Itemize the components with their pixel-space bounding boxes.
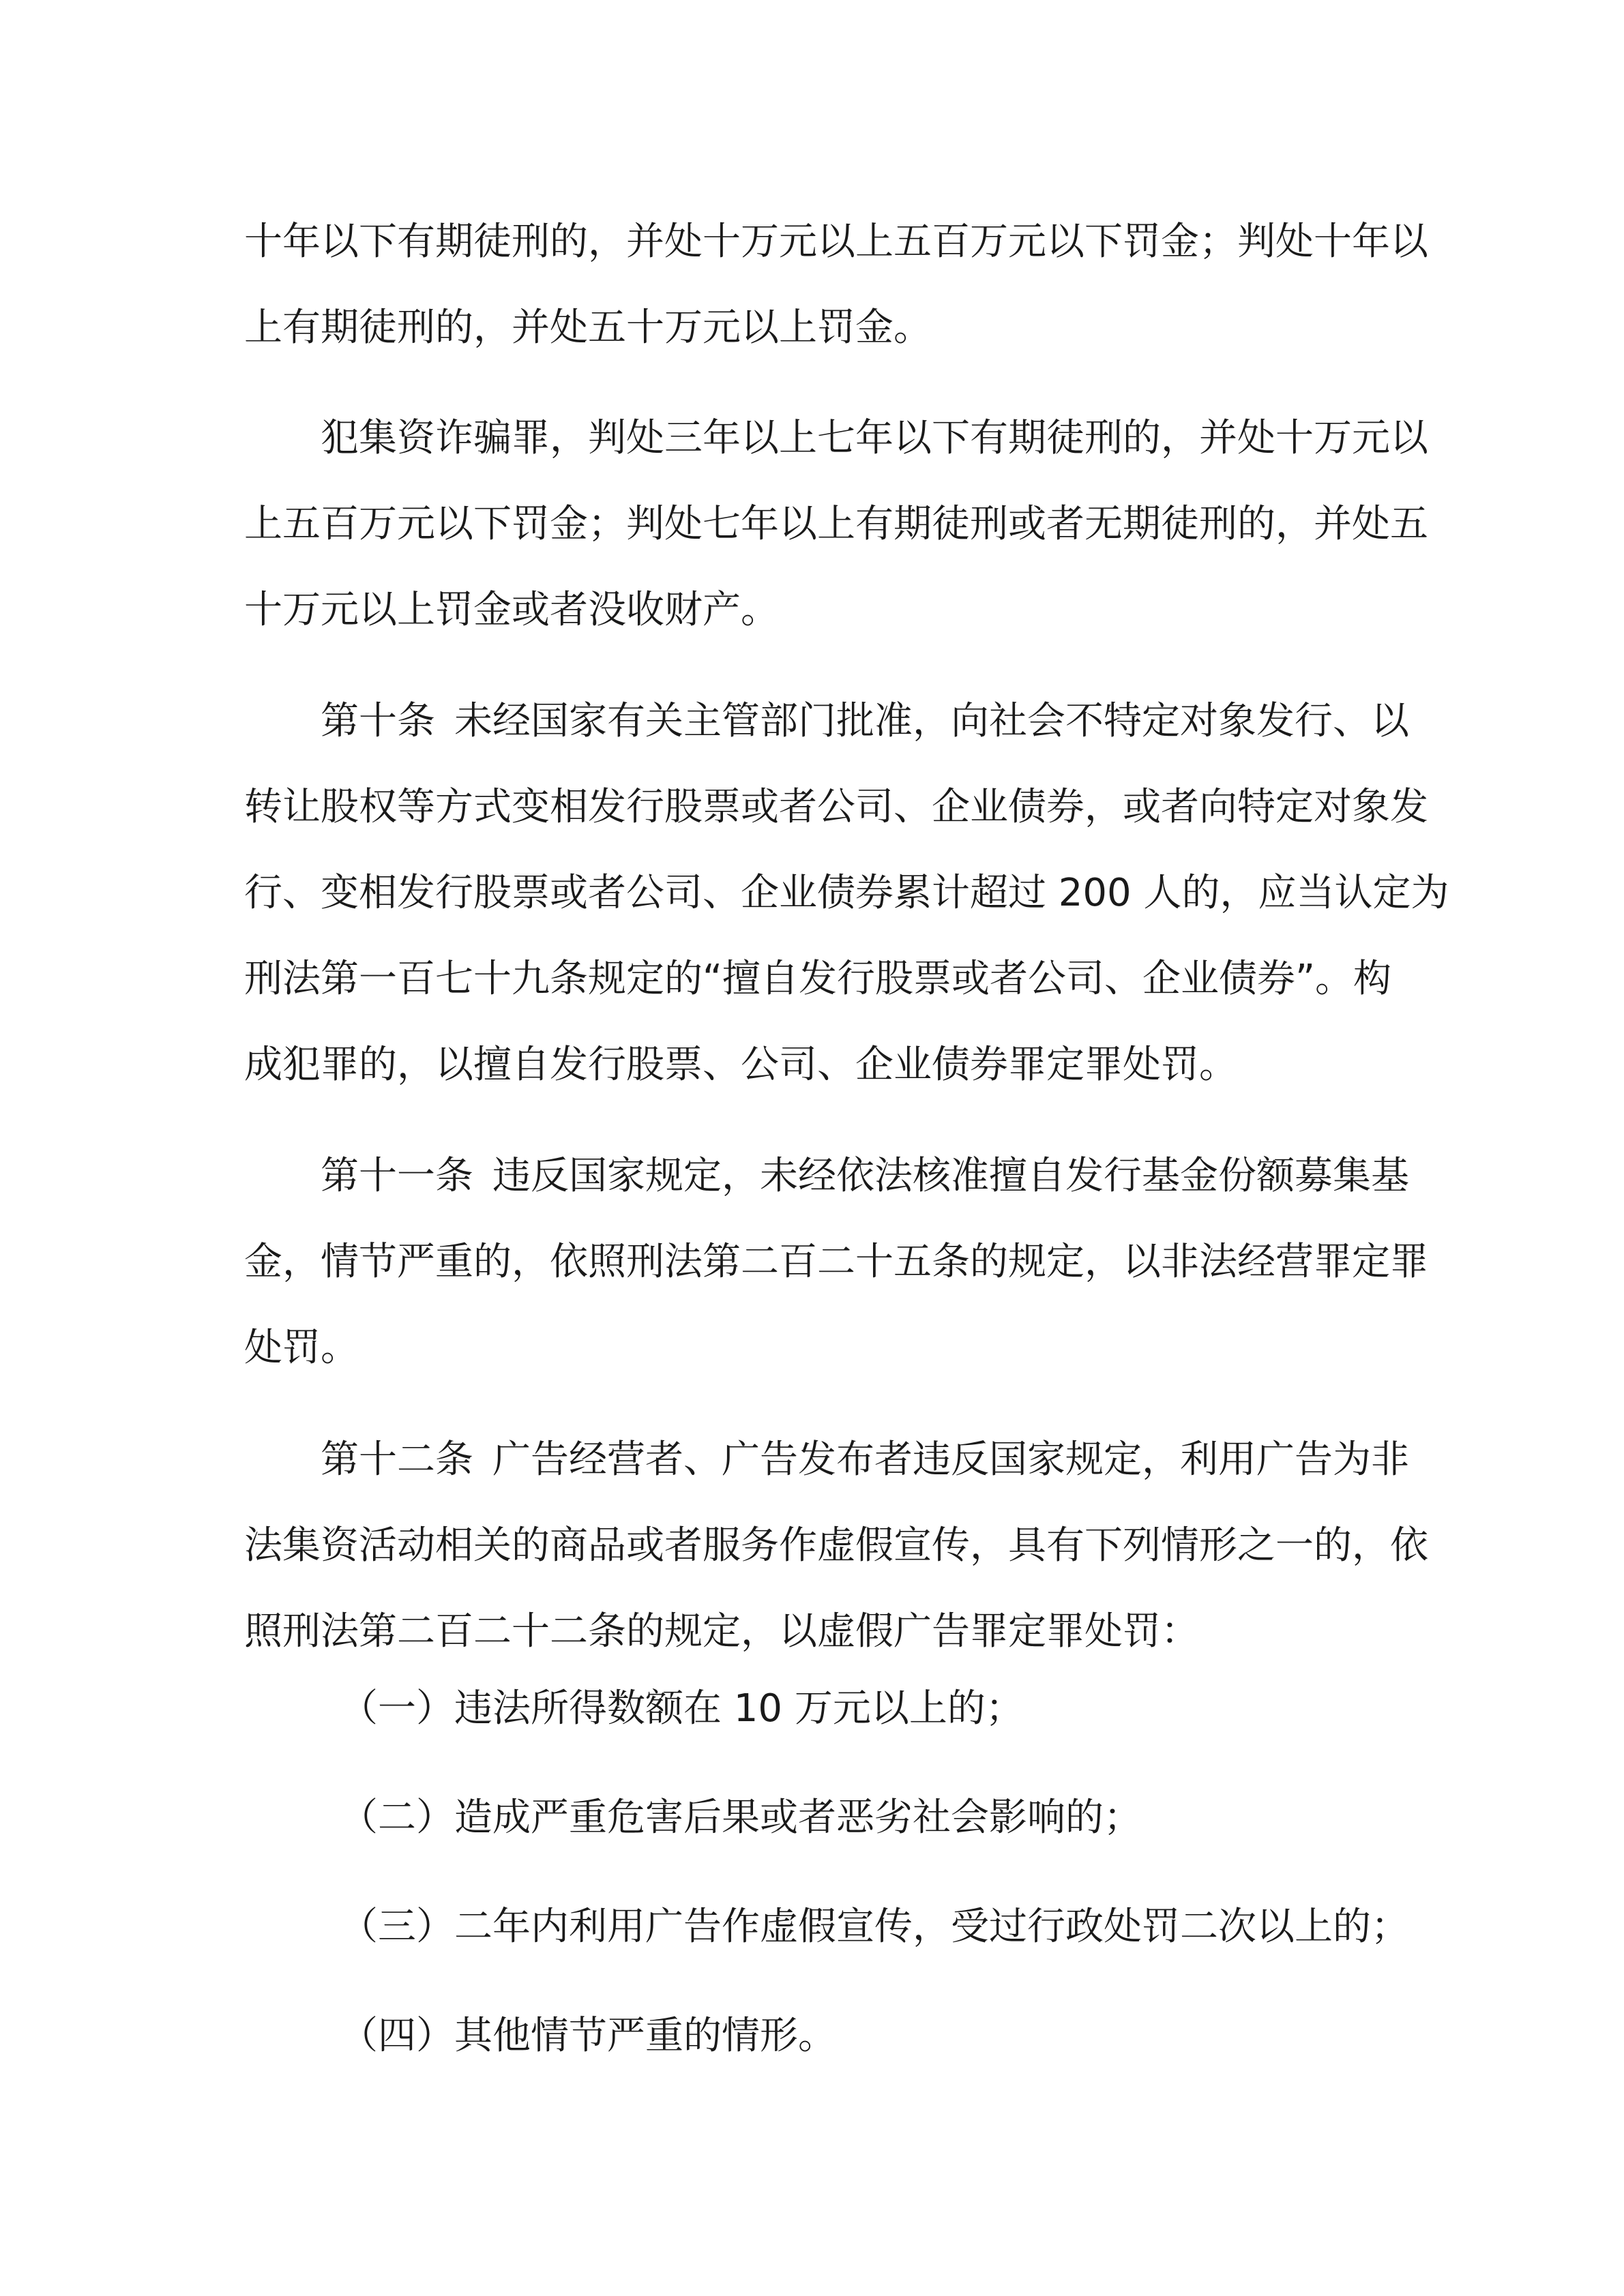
text-line: 法集资活动相关的商品或者服务作虚假宣传，具有下列情形之一的，依 (244, 1523, 1428, 1568)
article-text: 未经国家有关主管部门批准，向社会不特定对象发行、以 (454, 699, 1409, 743)
text-line: 刑法第一百七十九条规定的“擅自发行股票或者公司、企业债券”。构 (244, 957, 1392, 1001)
article-number: 第十条 (321, 699, 435, 743)
paragraph-fundraising-fraud (244, 396, 1428, 653)
text-line: 十万元以上罚金或者没收财产。 (244, 588, 779, 632)
text-line: 转让股权等方式变相发行股票或者公司、企业债券，或者向特定对象发 (244, 785, 1428, 829)
text-line (244, 679, 1409, 764)
list-item-text: （二）造成严重危害后果或者恶劣社会影响的； (340, 1795, 1142, 1840)
list-item-text: （一）违法所得数额在 10 万元以上的； (340, 1686, 1024, 1731)
text-line: 行、变相发行股票或者公司、企业债券累计超过 200 人的，应当认定为 (244, 871, 1449, 915)
paragraph-sentencing-continued (244, 199, 1428, 371)
article-text: 广告经营者、广告发布者违反国家规定，利用广告为非 (492, 1437, 1409, 1482)
text-line: 犯集资诈骗罪，判处三年以上七年以下有期徒刑的，并处十万元以 (321, 416, 1428, 460)
text-line: 上有期徒刑的，并处五十万元以上罚金。 (244, 305, 932, 350)
list-item (244, 1666, 1404, 1752)
list-item-text: （三）二年内利用广告作虚假宣传，受过行政处罚二次以上的； (340, 1905, 1409, 1949)
list-item (244, 1775, 1404, 1861)
text-line (244, 1133, 1409, 1219)
text-line: 成犯罪的，以擅自发行股票、公司、企业债券罪定罪处罚。 (244, 1043, 1237, 1087)
article-11 (244, 1133, 1428, 1391)
text-line (244, 1417, 1409, 1503)
list-item (244, 1993, 1404, 2079)
article-10 (244, 679, 1449, 1108)
text-line: 十年以下有期徒刑的，并处十万元以上五百万元以下罚金；判处十年以 (244, 220, 1428, 264)
article-12 (244, 1417, 1428, 1675)
text-line: 处罚。 (244, 1326, 359, 1370)
text-line: 金，情节严重的，依照刑法第二百二十五条的规定，以非法经营罪定罪 (244, 1240, 1428, 1284)
list-item-text: （四）其他情节严重的情形。 (340, 2014, 836, 2058)
list-item (244, 1884, 1409, 1970)
text-line: 照刑法第二百二十二条的规定，以虚假广告罪定罪处罚： (244, 1609, 1199, 1654)
text-line: 上五百万元以下罚金；判处七年以上有期徒刑或者无期徒刑的，并处五 (244, 502, 1428, 546)
article-number: 第十二条 (321, 1437, 473, 1482)
article-number: 第十一条 (321, 1154, 473, 1198)
article-text: 违反国家规定，未经依法核准擅自发行基金份额募集基 (492, 1154, 1409, 1198)
